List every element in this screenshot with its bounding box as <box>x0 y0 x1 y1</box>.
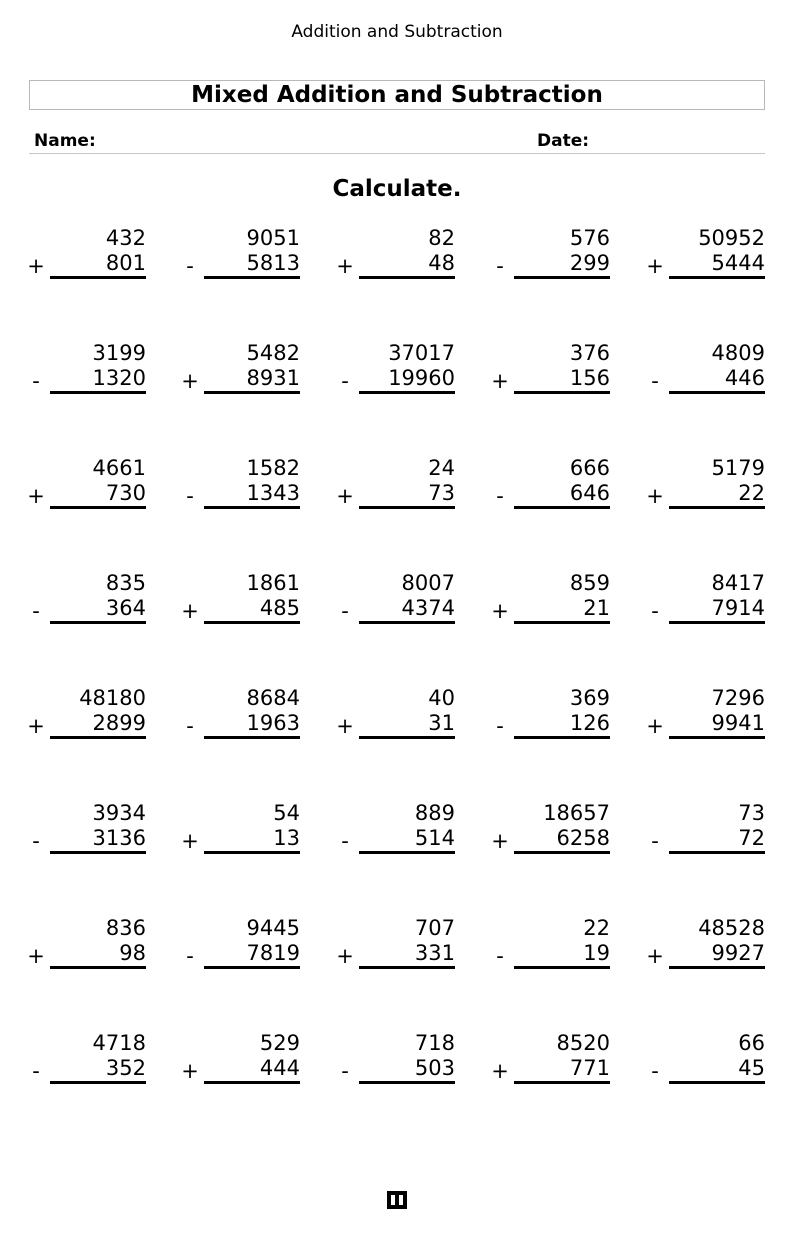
problem <box>180 341 300 397</box>
answer-line <box>514 621 610 624</box>
answer-line <box>359 391 455 394</box>
problem-bottom-number: 485 <box>259 596 300 620</box>
answer-line <box>514 506 610 509</box>
problem-bottom-number: 2899 <box>92 711 146 735</box>
plus-operator: + <box>336 254 354 278</box>
plus-operator: + <box>27 714 45 738</box>
problem-top-number: 37017 <box>388 341 455 365</box>
problem-top-number: 8007 <box>401 571 455 595</box>
minus-operator: - <box>32 599 40 623</box>
problem-bottom-number: 771 <box>569 1056 610 1080</box>
minus-operator: - <box>186 944 194 968</box>
answer-line <box>359 506 455 509</box>
problem <box>645 1031 765 1087</box>
problem-top-number: 376 <box>569 341 610 365</box>
problem <box>180 801 300 857</box>
minus-operator: - <box>496 944 504 968</box>
answer-line <box>669 736 765 739</box>
problem-top-number: 18657 <box>543 801 610 825</box>
minus-operator: - <box>186 484 194 508</box>
problem <box>180 226 300 282</box>
problem <box>490 686 610 742</box>
problem-bottom-number: 1320 <box>92 366 146 390</box>
problem-top-number: 666 <box>569 456 610 480</box>
problem-bottom-number: 444 <box>259 1056 300 1080</box>
problem <box>490 226 610 282</box>
problem-bottom-number: 9941 <box>711 711 765 735</box>
problem-bottom-number: 6258 <box>556 826 610 850</box>
problem-bottom-number: 503 <box>414 1056 455 1080</box>
problem-bottom-number: 126 <box>569 711 610 735</box>
answer-line <box>359 276 455 279</box>
problem-top-number: 369 <box>569 686 610 710</box>
plus-operator: + <box>646 254 664 278</box>
problem-bottom-number: 514 <box>414 826 455 850</box>
problem <box>180 916 300 972</box>
answer-line <box>204 621 300 624</box>
answer-line <box>359 851 455 854</box>
problem-bottom-number: 9927 <box>711 941 765 965</box>
plus-operator: + <box>491 369 509 393</box>
problem <box>645 571 765 627</box>
problem-bottom-number: 4374 <box>401 596 455 620</box>
problem <box>335 1031 455 1087</box>
minus-operator: - <box>496 714 504 738</box>
problem <box>490 456 610 512</box>
problem-top-number: 836 <box>105 916 146 940</box>
problem-bottom-number: 730 <box>105 481 146 505</box>
problem-top-number: 8520 <box>556 1031 610 1055</box>
problem-bottom-number: 72 <box>738 826 765 850</box>
problem <box>490 801 610 857</box>
problem-bottom-number: 48 <box>428 251 455 275</box>
plus-operator: + <box>336 944 354 968</box>
problem-bottom-number: 73 <box>428 481 455 505</box>
problem <box>335 801 455 857</box>
problem <box>335 916 455 972</box>
answer-line <box>514 1081 610 1084</box>
problem <box>645 456 765 512</box>
problem <box>26 571 146 627</box>
problem-top-number: 529 <box>259 1031 300 1055</box>
answer-line <box>50 621 146 624</box>
problem-top-number: 24 <box>428 456 455 480</box>
problem-top-number: 4718 <box>92 1031 146 1055</box>
problem <box>490 1031 610 1087</box>
minus-operator: - <box>341 1059 349 1083</box>
problem <box>26 916 146 972</box>
problem-bottom-number: 31 <box>428 711 455 735</box>
problem-bottom-number: 7819 <box>246 941 300 965</box>
problem <box>26 226 146 282</box>
minus-operator: - <box>496 254 504 278</box>
problem <box>645 686 765 742</box>
problem <box>335 226 455 282</box>
problem-top-number: 889 <box>414 801 455 825</box>
problem <box>180 1031 300 1087</box>
plus-operator: + <box>181 599 199 623</box>
answer-line <box>514 851 610 854</box>
minus-operator: - <box>341 369 349 393</box>
problem <box>335 456 455 512</box>
problem-bottom-number: 21 <box>583 596 610 620</box>
answer-line <box>514 276 610 279</box>
plus-operator: + <box>27 484 45 508</box>
answer-line <box>669 391 765 394</box>
answer-line <box>204 736 300 739</box>
answer-line <box>359 966 455 969</box>
answer-line <box>204 966 300 969</box>
problem-top-number: 432 <box>105 226 146 250</box>
plus-operator: + <box>181 1059 199 1083</box>
problem-top-number: 7296 <box>711 686 765 710</box>
minus-operator: - <box>341 599 349 623</box>
problem <box>490 916 610 972</box>
problem <box>645 801 765 857</box>
problem <box>645 341 765 397</box>
problem-top-number: 1582 <box>246 456 300 480</box>
problem-top-number: 9051 <box>246 226 300 250</box>
problem-top-number: 4809 <box>711 341 765 365</box>
problem <box>645 226 765 282</box>
problem-top-number: 48528 <box>698 916 765 940</box>
problem <box>26 686 146 742</box>
problem-top-number: 48180 <box>79 686 146 710</box>
problem-top-number: 22 <box>583 916 610 940</box>
minus-operator: - <box>651 369 659 393</box>
problem-top-number: 8684 <box>246 686 300 710</box>
problem-bottom-number: 156 <box>569 366 610 390</box>
problem-top-number: 40 <box>428 686 455 710</box>
problem-bottom-number: 801 <box>105 251 146 275</box>
plus-operator: + <box>181 829 199 853</box>
plus-operator: + <box>646 944 664 968</box>
plus-operator: + <box>646 484 664 508</box>
instructions-heading: Calculate. <box>332 176 462 202</box>
problem-top-number: 859 <box>569 571 610 595</box>
minus-operator: - <box>651 1059 659 1083</box>
answer-line <box>204 1081 300 1084</box>
problem <box>180 686 300 742</box>
problem-bottom-number: 98 <box>119 941 146 965</box>
plus-operator: + <box>336 714 354 738</box>
problem-top-number: 4661 <box>92 456 146 480</box>
plus-operator: + <box>336 484 354 508</box>
minus-operator: - <box>186 254 194 278</box>
answer-line <box>359 736 455 739</box>
answer-line <box>669 851 765 854</box>
plus-operator: + <box>27 944 45 968</box>
problem-top-number: 835 <box>105 571 146 595</box>
answer-line <box>359 1081 455 1084</box>
answer-line <box>669 1081 765 1084</box>
problem <box>645 916 765 972</box>
minus-operator: - <box>341 829 349 853</box>
date-label: Date: <box>537 131 590 151</box>
minus-operator: - <box>32 1059 40 1083</box>
answer-line <box>50 736 146 739</box>
problem <box>335 341 455 397</box>
name-label: Name: <box>34 131 96 151</box>
brand-logo-icon <box>387 1191 407 1209</box>
plus-operator: + <box>181 369 199 393</box>
page-caption: Addition and Subtraction <box>291 22 503 42</box>
problem <box>180 456 300 512</box>
plus-operator: + <box>491 599 509 623</box>
answer-line <box>669 621 765 624</box>
problem-bottom-number: 22 <box>738 481 765 505</box>
problem-bottom-number: 5444 <box>711 251 765 275</box>
problem-bottom-number: 13 <box>273 826 300 850</box>
problem-top-number: 54 <box>273 801 300 825</box>
problem-top-number: 9445 <box>246 916 300 940</box>
problem-bottom-number: 7914 <box>711 596 765 620</box>
answer-line <box>669 506 765 509</box>
minus-operator: - <box>32 829 40 853</box>
problem-bottom-number: 331 <box>414 941 455 965</box>
answer-line <box>204 276 300 279</box>
answer-line <box>204 506 300 509</box>
worksheet-title: Mixed Addition and Subtraction <box>29 80 765 110</box>
minus-operator: - <box>651 599 659 623</box>
problem-top-number: 5482 <box>246 341 300 365</box>
plus-operator: + <box>646 714 664 738</box>
problem <box>490 341 610 397</box>
problem-top-number: 50952 <box>698 226 765 250</box>
problem-top-number: 718 <box>414 1031 455 1055</box>
problem-top-number: 5179 <box>711 456 765 480</box>
problem-top-number: 3199 <box>92 341 146 365</box>
plus-operator: + <box>491 1059 509 1083</box>
problem-top-number: 82 <box>428 226 455 250</box>
problem-top-number: 707 <box>414 916 455 940</box>
answer-line <box>50 851 146 854</box>
problem-bottom-number: 1963 <box>246 711 300 735</box>
problem-bottom-number: 19960 <box>388 366 455 390</box>
answer-line <box>669 966 765 969</box>
problem-bottom-number: 299 <box>569 251 610 275</box>
problem-bottom-number: 364 <box>105 596 146 620</box>
plus-operator: + <box>27 254 45 278</box>
problem-bottom-number: 352 <box>105 1056 146 1080</box>
problem-bottom-number: 45 <box>738 1056 765 1080</box>
answer-line <box>50 506 146 509</box>
answer-line <box>359 621 455 624</box>
problem <box>335 571 455 627</box>
answer-line <box>669 276 765 279</box>
problem-bottom-number: 3136 <box>92 826 146 850</box>
problem-bottom-number: 5813 <box>246 251 300 275</box>
problem-top-number: 66 <box>738 1031 765 1055</box>
problem <box>26 1031 146 1087</box>
answer-line <box>50 966 146 969</box>
minus-operator: - <box>32 369 40 393</box>
problem <box>26 341 146 397</box>
problem <box>26 456 146 512</box>
minus-operator: - <box>496 484 504 508</box>
minus-operator: - <box>651 829 659 853</box>
answer-line <box>50 276 146 279</box>
problem-bottom-number: 646 <box>569 481 610 505</box>
problem-top-number: 576 <box>569 226 610 250</box>
answer-line <box>204 391 300 394</box>
answer-line <box>514 966 610 969</box>
problem-bottom-number: 1343 <box>246 481 300 505</box>
problem-bottom-number: 19 <box>583 941 610 965</box>
problem <box>180 571 300 627</box>
problem <box>26 801 146 857</box>
problem-bottom-number: 8931 <box>246 366 300 390</box>
problem-bottom-number: 446 <box>724 366 765 390</box>
answer-line <box>514 391 610 394</box>
problem-top-number: 8417 <box>711 571 765 595</box>
answer-line <box>50 391 146 394</box>
answer-line <box>514 736 610 739</box>
minus-operator: - <box>186 714 194 738</box>
problem-top-number: 73 <box>738 801 765 825</box>
problem <box>335 686 455 742</box>
problem-top-number: 1861 <box>246 571 300 595</box>
plus-operator: + <box>491 829 509 853</box>
problem-top-number: 3934 <box>92 801 146 825</box>
header-divider <box>29 153 765 154</box>
answer-line <box>50 1081 146 1084</box>
answer-line <box>204 851 300 854</box>
problem <box>490 571 610 627</box>
